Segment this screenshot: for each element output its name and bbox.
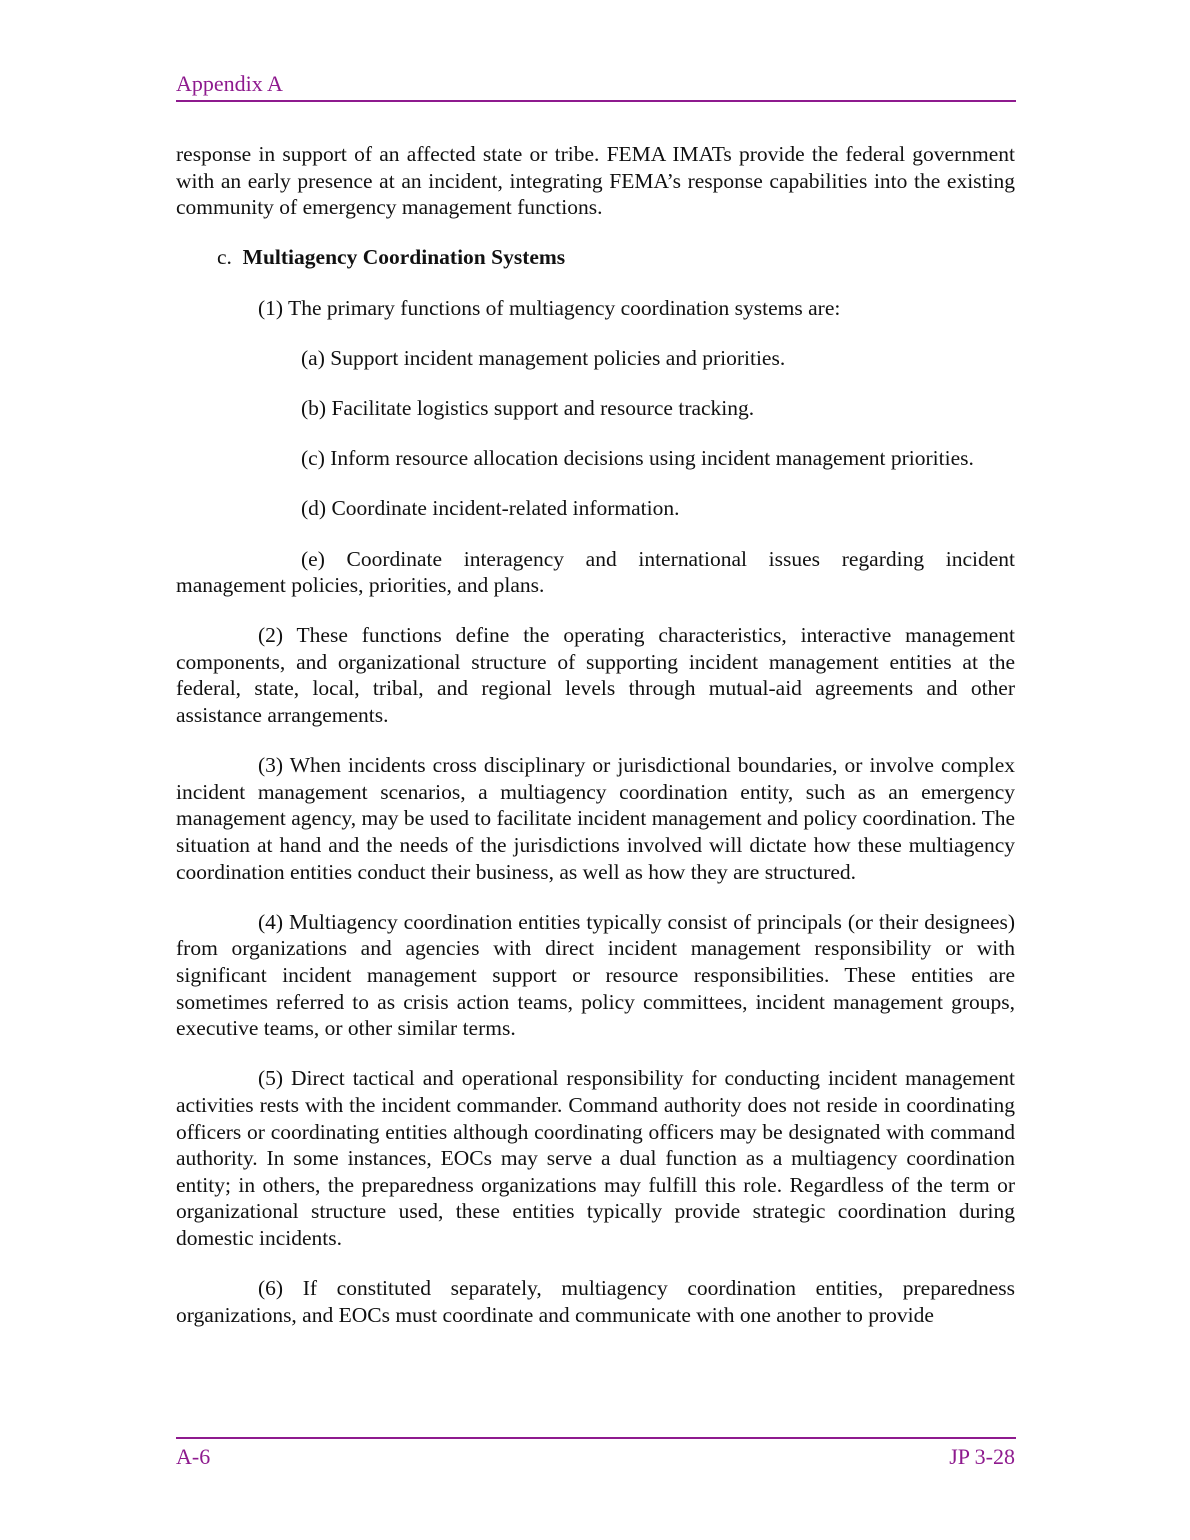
list-item-e: (e) Coordinate interagency and international issues regarding incident management policies, priorities, and plans.	[176, 546, 1015, 598]
page-number: A-6	[176, 1444, 211, 1469]
paragraph-6: (6) If constituted separately, multiagency coordination entities, preparedness organizations, and EOCs must coordinate and communicate with one another to provide	[176, 1276, 1015, 1327]
paragraph-1: (1) The primary functions of multiagency coordination systems are:	[258, 295, 841, 320]
paragraph-5: (5) Direct tactical and operational responsibility for conducting incident management activities rests with the incident commander. Command authority does not reside in coordinating officers or coordinating entities although coordinating officers may be designated with command authority. In some instances, EOCs may serve a dual function as a multiagency coordination entity; in others, the preparedness organizations may fulfill this role. Regardless of the term or organizational structure used, these entities typically provide strategic coordination during domestic incidents.	[176, 1066, 1015, 1250]
section-title: Multiagency Coordination Systems	[242, 245, 566, 270]
list-item-c: (c) Inform resource allocation decisions using incident management priorities.	[301, 446, 974, 471]
body-text	[176, 141, 1015, 1328]
footer-rule	[176, 1437, 1016, 1439]
header-rule	[176, 100, 1016, 102]
running-header: Appendix A	[176, 71, 283, 96]
publication-id: JP 3-28	[949, 1444, 1015, 1469]
paragraph-3: (3) When incidents cross disciplinary or jurisdictional boundaries, or involve complex incident management scenarios, a multiagency coordination entity, such as an emergency management agency, may be used to facilitate incident management and policy coordination. The situation at hand and the needs of the jurisdictions involved will dictate how these multiagency coordination entities conduct their business, as well as how they are structured.	[176, 753, 1015, 884]
section-heading	[176, 244, 1015, 271]
list-item-d: (d) Coordinate incident-related information.	[301, 496, 680, 521]
section-label: c.	[217, 245, 232, 270]
paragraph-2: (2) These functions define the operating characteristics, interactive management components, and organizational structure of supporting incident management entities at the federal, state, local, tribal, and regional levels through mutual-aid agreements and other assistance arrangements.	[176, 623, 1015, 728]
list-item-b: (b) Facilitate logistics support and resource tracking.	[301, 395, 755, 420]
list-item-a: (a) Support incident management policies and priorities.	[301, 345, 786, 370]
paragraph-intro: response in support of an affected state or tribe. FEMA IMATs provide the federal government with an early presence at an incident, integrating FEMA’s response capabilities into the existing community of emergency management functions.	[176, 142, 1015, 220]
paragraph-4: (4) Multiagency coordination entities typically consist of principals (or their designees) from organizations and agencies with direct incident management responsibility or with significant incident management support or resource responsibilities. These entities are sometimes referred to as crisis action teams, policy committees, incident management groups, executive teams, or other similar terms.	[176, 909, 1015, 1041]
